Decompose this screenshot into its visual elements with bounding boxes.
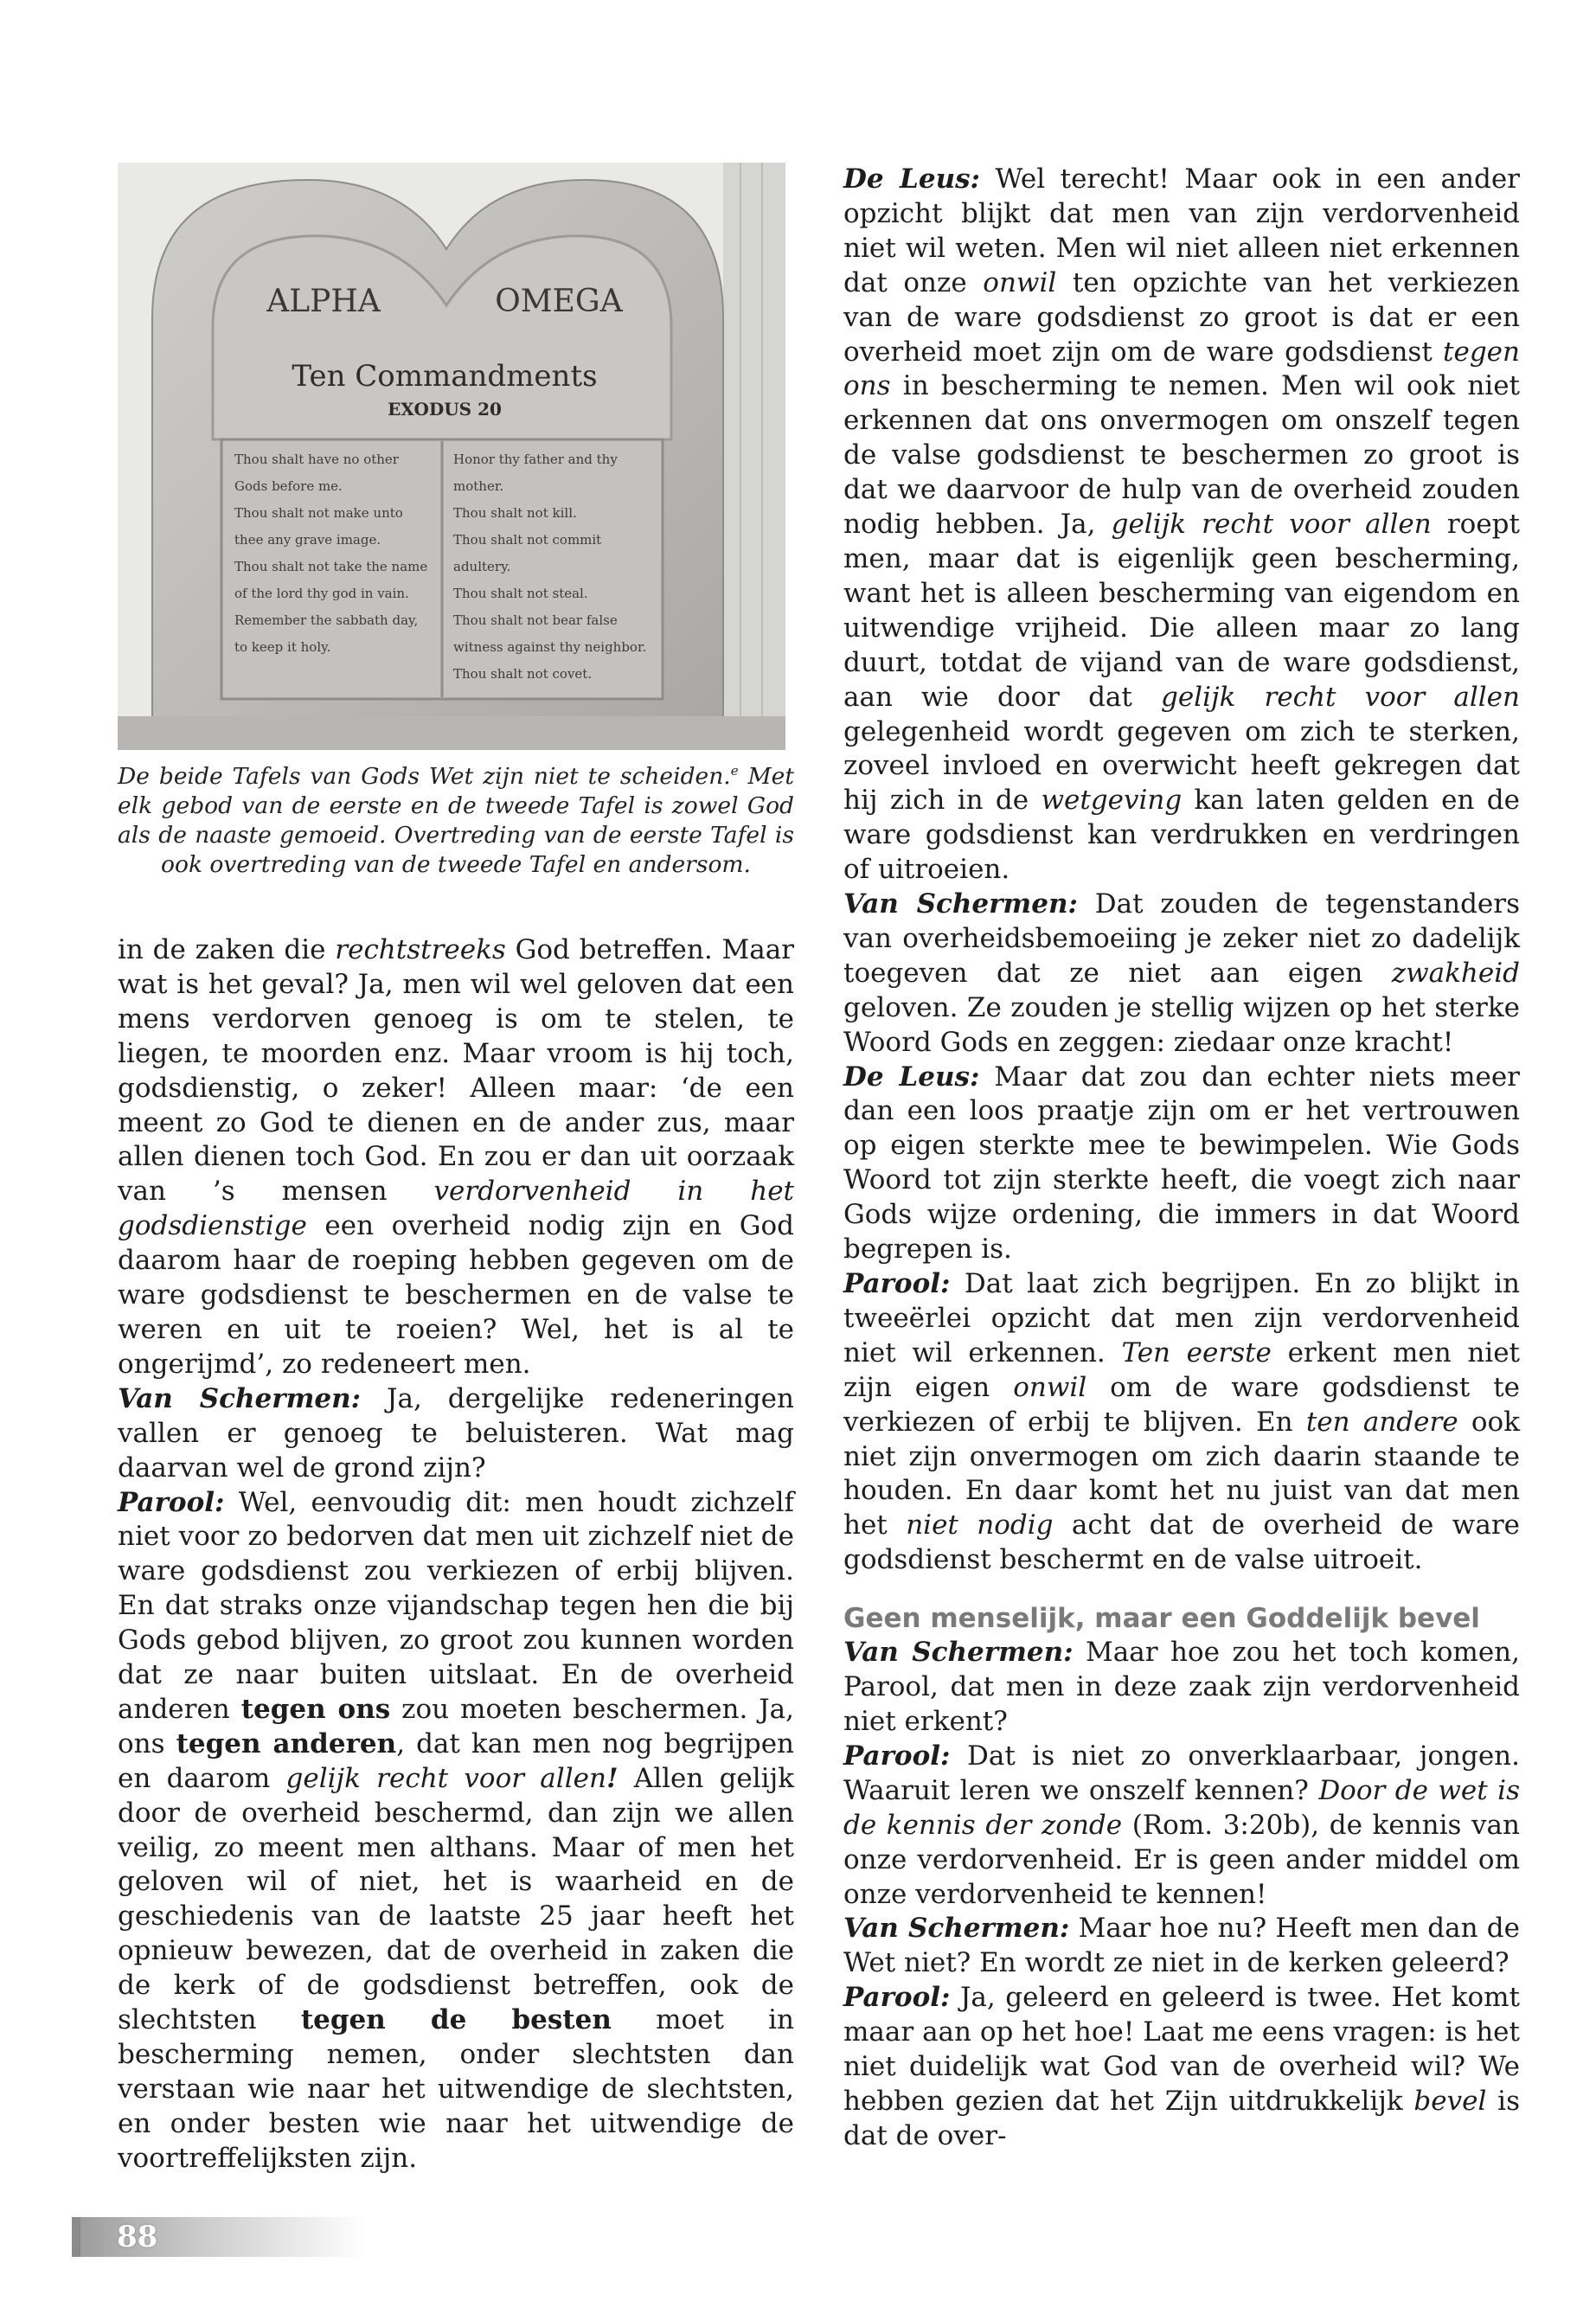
commandment-line: Thou shalt not bear false [453, 612, 618, 628]
page-number-bar [72, 2217, 366, 2257]
dialogue-paragraph: Parool: Dat is niet zo onverklaarbaar, jongen. Waaruit leren we onszelf kennen? Door de wet is de kennis der zonde (Rom. 3:20b), de kennis van onze verdorvenheid. Er is geen ander middel om onze verdorvenheid te kennen! [843, 1740, 1521, 1910]
tablet-right-title: OMEGA [495, 284, 623, 319]
footnote-marker: e [730, 763, 739, 779]
commandment-line: mother. [453, 478, 504, 494]
tablet-left-title: ALPHA [266, 284, 381, 319]
right-column [843, 163, 1520, 2154]
commandment-line: Thou shalt not covet. [453, 666, 593, 682]
tablet-heading: Ten Commandments [292, 359, 598, 394]
photo-caption: De beide Tafels van Gods Wet zijn niet te scheiden.$^e$ Met elk gebod van de eerste en de tweede Tafel is zowel God als de naaste gemoeid. Overtreding van de eerste Tafel is ook overtreding van de tweede Tafel en andersom. [118, 763, 795, 878]
dialogue-paragraph: Van Schermen: Maar hoe zou het toch komen, Parool, dat men in deze zaak zijn verdorvenheid niet erkent? [843, 1637, 1520, 1737]
speaker-label: Van Schermen: [843, 1637, 1074, 1669]
section-heading: Geen menselijk, maar een Goddelijk bevel [843, 1603, 1480, 1635]
commandment-line: Thou shalt not steal. [453, 586, 588, 601]
commandment-line: Thou shalt not commit [453, 532, 602, 548]
speaker-label: Van Schermen: [843, 1913, 1070, 1945]
stone-tablet-illustration [118, 163, 785, 750]
dialogue-paragraph: Van Schermen: Maar hoe nu? Heeft men dan de Wet niet? En wordt ze niet in de kerken geleerd? [843, 1913, 1520, 1979]
commandment-line: thee any grave image. [234, 532, 381, 548]
dialogue-paragraph: De Leus: Wel terecht! Maar ook in een ander opzicht blijkt dat men van zijn verdorvenheid niet wil weten. Men wil niet alleen niet erkennen dat onze onwil ten opzichte van het verkiezen van de ware godsdienst zo groot is dat er een overheid moet zijn om de ware godsdienst tegen ons in bescherming te nemen. Men wil ook niet erkennen dat ons onvermogen om onszelf tegen de valse godsdienst te beschermen zo groot is dat we daarvoor de hulp van de overheid zouden nodig hebben. Ja, gelijk recht voor allen roept men, maar dat is eigenlijk geen bescherming, want het is alleen bescherming van eigendom en uitwendige vrijheid. Die alleen maar zo lang duurt, totdat de vijand van de ware godsdienst, aan wie door dat gelijk recht voor allen gelegenheid wordt gegeven om zich te sterken, zoveel invloed en overwicht heeft gekregen dat hij zich in de wetgeving kan laten gelden en de ware godsdienst kan verdrukken en verdringen of uitroeien. [843, 163, 1520, 886]
commandment-line: Thou shalt not kill. [453, 505, 577, 521]
commandment-line: Thou shalt not make unto [234, 505, 403, 521]
commandment-line: of the lord thy god in vain. [234, 586, 409, 601]
page-number: 88 [117, 2220, 158, 2254]
dialogue-paragraph: Parool: Ja, geleerd en geleerd is twee. Het komt maar aan op het hoe! Laat me eens vragen: is het niet duidelijk wat God van de overheid wil? We hebben gezien dat het Zijn uitdrukkelijk bevel is dat de over- [843, 1982, 1520, 2151]
speaker-label: De Leus: [843, 163, 981, 195]
dialogue-paragraph: Van Schermen: Ja, dergelijke redeneringen vallen er genoeg te beluisteren. Wat mag daarvan wel de grond zijn? [118, 1382, 794, 1484]
tablet-subheading: EXODUS 20 [388, 399, 502, 420]
speaker-label: Parool: [843, 1268, 951, 1299]
commandment-line: to keep it holy. [234, 639, 331, 655]
left-column [118, 163, 794, 2176]
commandment-line: Remember the sabbath day, [234, 612, 419, 628]
commandment-line: Gods before me. [234, 478, 343, 494]
dialogue-paragraph: Parool: Wel, eenvoudig dit: men houdt zichzelf niet voor zo bedorven dat men uit zichzelf niet de ware godsdienst zou verkiezen of erbij blijven. En dat straks onze vijandschap tegen hen die bij Gods gebod blijven, zo groot zou kunnen worden dat ze naar buiten uitslaat. En de overheid anderen tegen ons zou moeten beschermen. Ja, ons tegen anderen, dat kan men nog begrijpen en daarom gelijk recht voor allen! Allen gelijk door de overheid beschermd, dan zijn we allen veilig, zo meent men althans. Maar of men het geloven wil of niet, het is waarheid en de geschiedenis van de laatste 25 jaar heeft het opnieuw bewezen, dat de overheid in zaken die de kerk of de godsdienst betreffen, ook de slechtsten tegen de besten moet in bescherming nemen, onder slechtsten dan verstaan wie naar het uitwendige de slechtsten, en onder besten wie naar het uitwendige de voortreffelijksten zijn. [118, 1486, 795, 2174]
ten-commandments-photo [118, 163, 785, 750]
commandment-line: Honor thy father and thy [453, 452, 618, 467]
commandment-line: witness against thy neighbor. [453, 639, 647, 655]
commandment-line: Thou shalt have no other [234, 452, 399, 467]
speaker-label: Van Schermen: [843, 888, 1078, 920]
speaker-label: Parool: [843, 1982, 951, 2014]
speaker-label: Parool: [843, 1740, 951, 1772]
paragraph: in de zaken die rechtstreeks God betreffen. Maar wat is het geval? Ja, men wil wel geloven dat een mens verdorven genoeg is om te stelen, te liegen, te moorden enz. Maar vroom is hij toch, godsdienstig, o zeker! Alleen maar: ‘de een meent zo God te dienen en de ander zus, maar allen dienen toch God. En zou er dan uit oorzaak van ’s mensen verdorvenheid in het godsdienstige een overheid nodig zijn en God daarom haar de roeping hebben gegeven om de ware godsdienst te beschermen en de valse te weren en uit te roeien? Wel, het is al te ongerijmd’, zo redeneert men. [118, 934, 794, 1380]
commandment-line: Thou shalt not take the name [234, 559, 428, 574]
speaker-label: Van Schermen: [118, 1382, 362, 1414]
speaker-label: De Leus: [843, 1061, 980, 1093]
commandment-line: adultery. [453, 559, 511, 574]
dialogue-paragraph: Van Schermen: Dat zouden de tegenstanders van overheidsbemoeiing je zeker niet zo dadelijk toegeven dat ze niet aan eigen zwakheid geloven. Ze zouden je stellig wijzen op het sterke Woord Gods en zeggen: ziedaar onze kracht! [843, 888, 1520, 1058]
speaker-label: Parool: [118, 1486, 225, 1518]
dialogue-paragraph: De Leus: Maar dat zou dan echter niets meer dan een loos praatje zijn om er het vertrouwen op eigen sterkte mee te bewimpelen. Wie Gods Woord tot zijn sterkte heeft, die voegt zich naar Gods wijze ordening, die immers in dat Woord begrepen is. [843, 1061, 1520, 1266]
dialogue-paragraph: Parool: Dat laat zich begrijpen. En zo blijkt in tweeërlei opzicht dat men zijn verdorvenheid niet wil erkennen. Ten eerste erkent men niet zijn eigen onwil om de ware godsdienst te verkiezen of erbij te blijven. En ten andere ook niet zijn onvermogen om zich daarin staande te houden. En daar komt het nu juist van dat men het niet nodig acht dat de overheid de ware godsdienst beschermt en de valse uitroeit. [843, 1268, 1521, 1576]
